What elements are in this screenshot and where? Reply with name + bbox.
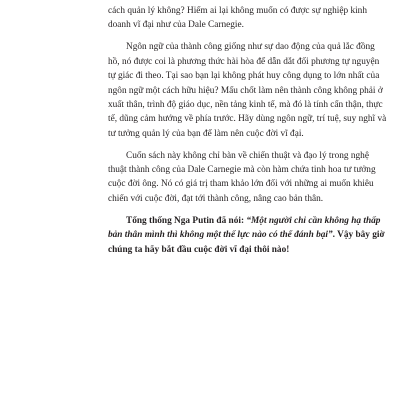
quote-tail: . Vậy bây giờ <box>332 230 385 241</box>
text-line: xuất thân, trình độ giáo dục, nền tảng kinh tế, mà đó là tính cẩn thận, thực <box>108 99 383 110</box>
text-line: Cuốn sách này không chỉ bàn về chiến thuật và đạo lý trong nghệ <box>126 150 369 161</box>
paragraph-1 <box>108 4 367 33</box>
text-line: cách quản lý không? Hiếm ai lại không muốn có được sự nghiệp kinh <box>108 6 367 16</box>
quote-intro: Tổng thống Nga Putin đã nói: <box>126 215 247 226</box>
text-line: tư tưởng quản lý của bạn để làm nên cuộc đời vĩ đại. <box>108 128 304 139</box>
quote-paragraph <box>108 214 385 257</box>
text-line: tế, dũng cảm hướng về phía trước. Hãy dùng ngôn ngữ, trí tuệ, suy nghĩ và <box>108 114 387 125</box>
text-line: doanh vĩ đại như của Dale Carnegie. <box>108 20 244 31</box>
text-line: hồ, nó được coi là phương thức hài hòa để dẫn dắt đối phương tự nguyện <box>108 56 380 67</box>
text-line: thuật thành công của Dale Carnegie mà còn hàm chứa tinh hoa tư tưởng <box>108 165 376 176</box>
text-line: Ngôn ngữ của thành công giống như sự dao động của quả lắc đồng <box>126 42 375 53</box>
text-line <box>108 214 381 228</box>
text-line: tự giác đi theo. Tại sao bạn lại không phát huy công dụng to lớn nhất của <box>108 71 380 82</box>
text-line: cuộc đời ông. Nó có giá trị tham khảo lớn đối với những ai muốn khiêu <box>108 179 374 190</box>
quote-text: “Một người chỉ cần không hạ thấp <box>246 215 381 226</box>
text-line <box>108 228 385 242</box>
paragraph-2 <box>108 40 387 141</box>
text-line: ngôn ngữ một cách hữu hiệu? Mấu chốt làm nên thành công không phải ở <box>108 85 383 96</box>
quote-text: bản thân mình thì không một thế lực nào có thể đánh bại” <box>108 230 333 241</box>
text-line: chúng ta hãy bắt đầu cuộc đời vĩ đại thôi nào! <box>108 244 290 255</box>
body-text <box>108 4 387 257</box>
text-line: chiến với cuộc đời, đạt tới thành công, nâng cao bản thân. <box>108 193 324 204</box>
paragraph-3 <box>108 149 376 207</box>
